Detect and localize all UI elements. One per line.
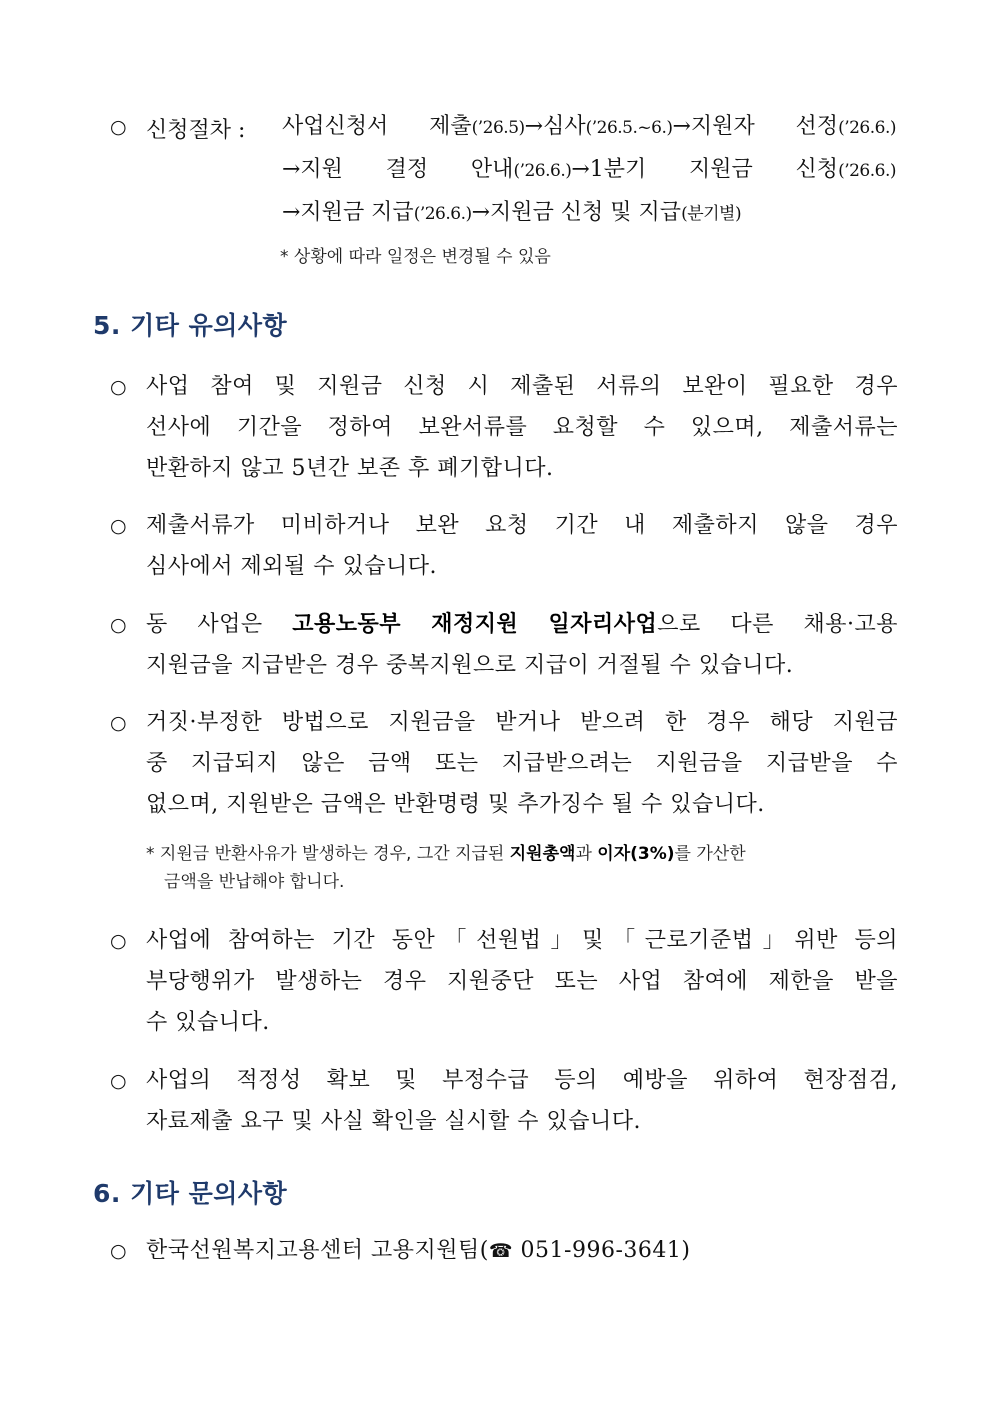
bullet-icon: ○ — [110, 614, 127, 636]
bullet-icon: ○ — [110, 515, 127, 537]
procedure-steps — [282, 106, 896, 235]
document-page: ○ 신청절차 : 사업신청서 제출(’26.5)→심사(’26.5.~6.)→지원자 선정(’26.6.) →지원 결정 안내(’26.6.)→1분기 지원금 신청(’26.6.) →지원금 지급(’26.6.)→지원금 신청 및 지급(분기별) * 상황에 따라 일정은 변경될 수 있음 5. 기타 유의사항 ○ 사업 참여 및 지원금 신청 시 제출된 서류의 보완이 필요한 경우 선사에 기간을 정하여 보완서류를 요청할 수 있으며, 제출서류는 반환하지 않고 5년간 보존 후 폐기합니다. ○ 제출서류가 미비하거나 보완 요청 기간 내 제출하지 않을 경우 심사에서 제외될 수 있습니다. ○ 동 사업은 고용노동부 재정지원 일자리사업으로 다른 채용·고용 지원금을 지급받은 경우 중복지원으로 지급이 거절될 수 있습니다. ○ 거짓·부정한 방법으로 지원금을 받거나 받으려 한 경우 해당 지원금 중 지급되지 않은 금액 또는 지급받으려는 지원금을 지급받을 수 없으며, 지원받은 금액은 반환명령 및 추가징수 될 수 있습니다. * 지원금 반환사유가 발생하는 경우, 그간 지급된 지원총액과 이자(3%)를 가산한 금액을 반납해야 합니다. ○ 사업에 참여하는 기간 동안「선원법」및「근로기준법」위반 등의 부당행위가 발생하는 경우 지원중단 또는 사업 참여에 제한을 받을 수 있습니다. ○ 사업의 적정성 확보 및 부정수급 등의 예방을 위하여 현장점검, 자료제출 요구 및 사실 확인을 실시할 수 있습니다. 6. 기타 문의사항 ○ 한국선원복지고용센터 고용지원팀(☎ 051-996-3641) — [0, 0, 992, 1403]
bullet-icon: ○ — [110, 116, 127, 138]
refund-note: * 지원금 반환사유가 발생하는 경우, 그간 지급된 지원총액과 이자(3%)를 가산한 금액을 반납해야 합니다. — [146, 844, 746, 892]
bullet-icon: ○ — [110, 930, 127, 952]
bullet-icon: ○ — [110, 712, 127, 734]
contact-team: 한국선원복지고용센터 고용지원팀( — [146, 1238, 489, 1263]
procedure-note: * 상황에 따라 일정은 변경될 수 있음 — [280, 247, 551, 267]
procedure-line-3: →지원금 지급(’26.6.)→지원금 신청 및 지급(분기별) — [282, 200, 742, 225]
telephone-icon: ☎ — [488, 1240, 514, 1262]
procedure-label: 신청절차 : — [146, 118, 246, 143]
section-5-heading: 5. 기타 유의사항 — [93, 311, 288, 340]
procedure-line-1: 사업신청서 제출(’26.5)→심사(’26.5.~6.)→지원자 선정(’26.6.) — [282, 114, 896, 139]
section-6-heading: 6. 기타 문의사항 — [93, 1179, 288, 1208]
contact-phone: 051-996-3641) — [513, 1238, 691, 1263]
emphasis-text: 고용노동부 재정지원 일자리사업 — [292, 611, 658, 637]
bullet-icon: ○ — [110, 376, 127, 398]
bullet-icon: ○ — [110, 1240, 127, 1262]
procedure-line-2: →지원 결정 안내(’26.6.)→1분기 지원금 신청(’26.6.) — [282, 157, 896, 182]
bullet-icon: ○ — [110, 1070, 127, 1092]
